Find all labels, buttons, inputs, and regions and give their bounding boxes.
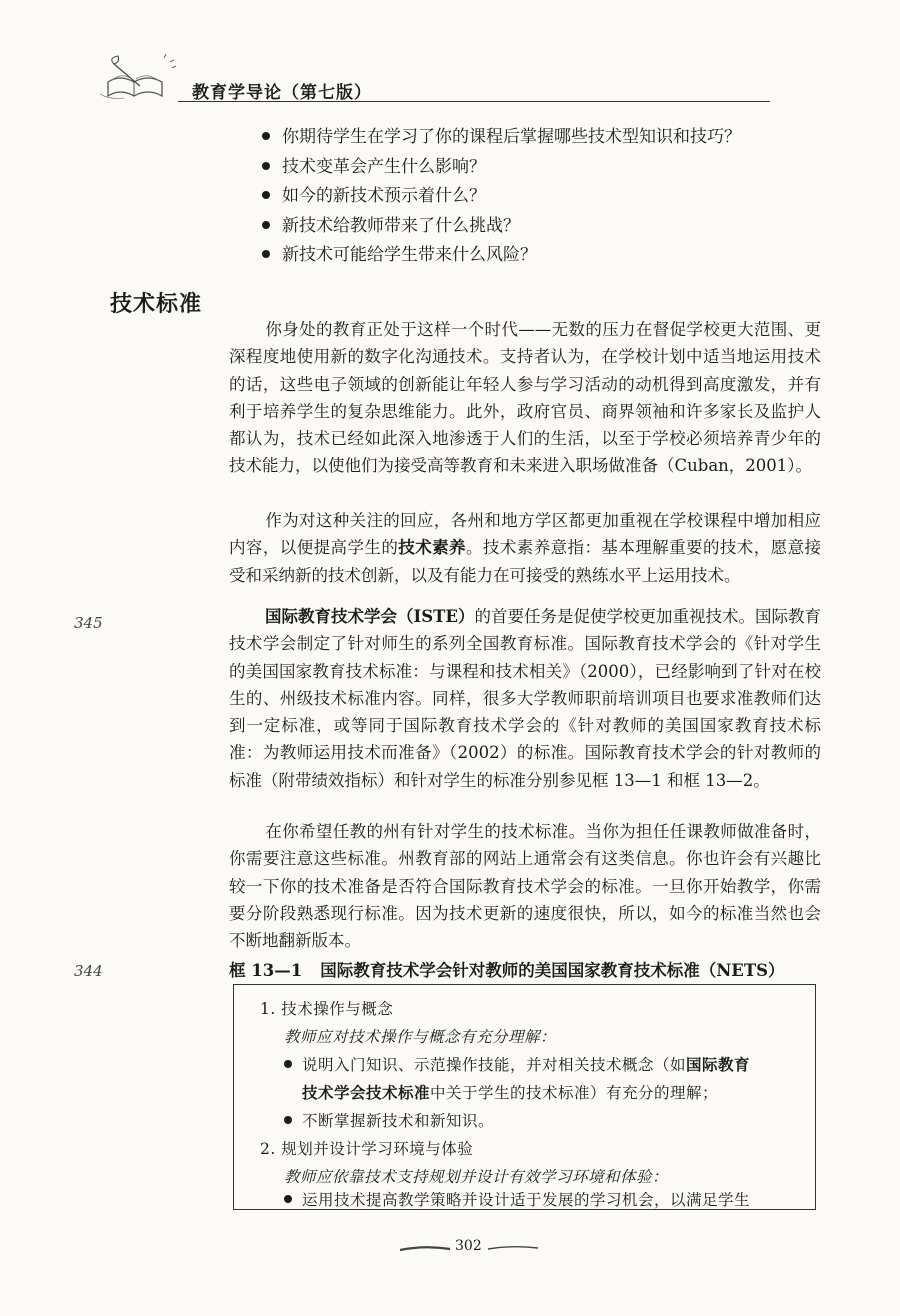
paragraph-1 (229, 316, 821, 480)
page-footer (400, 1236, 540, 1260)
bullet-icon (262, 191, 270, 199)
list-item-text: 如今的新技术预示着什么？ (282, 186, 486, 206)
box-bullet-text: 说明入门知识、示范操作技能，并对相关技术概念（如 (302, 1056, 687, 1074)
margin-page-number: 345 (74, 614, 103, 632)
list-item (262, 241, 741, 271)
bullet-icon (262, 162, 270, 170)
box-item-intro: 教师应依靠技术支持规划并设计有效学习环境和体验： (284, 1168, 669, 1186)
box-bullet-continuation (302, 1081, 718, 1103)
box-bullet-text: 中关于学生的技术标准）有充分的理解； (430, 1084, 719, 1102)
paragraph-3 (229, 603, 821, 794)
bullet-icon (262, 221, 270, 229)
header-rule (178, 101, 770, 102)
box-bullet-text: 不断掌握新技术和新知识。 (302, 1112, 495, 1130)
box-bullet-text: 运用技术提高教学策略并设计适于发展的学习机会，以满足学生 (302, 1191, 751, 1209)
bullet-icon (284, 1195, 292, 1203)
box-item-heading: 2. 规划并设计学习环境与体验 (260, 1140, 474, 1158)
box-bullet (284, 1188, 750, 1210)
standards-box (233, 984, 816, 1210)
box-bullet (284, 1109, 494, 1131)
term-technology-literacy: 技术素养 (398, 538, 466, 558)
running-header (100, 52, 760, 104)
bullet-icon (262, 132, 270, 140)
book-quill-icon (100, 52, 190, 104)
list-item (262, 212, 741, 242)
box-bullet (284, 1053, 750, 1075)
box-number: 框 13—1 (229, 961, 303, 980)
box-item-intro: 教师应对技术操作与概念有充分理解： (284, 1028, 557, 1046)
bullet-icon (284, 1060, 292, 1068)
margin-page-number: 344 (74, 962, 103, 980)
question-list (262, 123, 741, 271)
paragraph-2-text-b: 。技术素养意指：基本理解重要的技术，愿意接受和采纳新的技术创新，以及有能力在可接受的熟练水平上运用技术。 (229, 538, 822, 585)
box-caption (229, 957, 785, 981)
box-title-text: 国际教育技术学会针对教师的美国国家教育技术标准（NETS） (320, 961, 785, 980)
section-heading: 技术标准 (110, 292, 203, 317)
box-item-heading: 1. 技术操作与概念 (260, 1000, 394, 1018)
page-number: 302 (455, 1238, 482, 1254)
header-title: 教育学导论（第七版） (192, 83, 372, 103)
list-item-text: 新技术给教师带来了什么挑战？ (282, 215, 520, 236)
paragraph-2 (229, 507, 821, 589)
paragraph-1-text: 你身处的教育正处于这样一个时代——无数的压力在督促学校更大范围、更深程度地使用新的数字化沟通技术。支持者认为，在学校计划中适当地运用技术的话，这些电子领域的创新能让年轻人参与学习活动的动机得到高度激发，并有利于培养学生的复杂思维能力。此外，政府官员、商界领袖和许多家长及监护人都认为，技术已经如此深入地渗透于人们的生活，以至于学校必须培养青少年的技术能力，以使他们为接受高等教育和未来进入职场做准备（Cuban，2001）。 (229, 320, 821, 476)
list-item (262, 123, 741, 153)
term-iste: 国际教育技术学会（ISTE） (265, 607, 475, 626)
paragraph-4 (229, 818, 821, 954)
paragraph-4-text: 在你希望任教的州有针对学生的技术标准。当你为担任任课教师做准备时，你需要注意这些标准。州教育部的网站上通常会有这类信息。你也许会有兴趣比较一下你的技术准备是否符合国际教育技术学会的标准。一旦你开始教学，你需要分阶段熟悉现行标准。因为技术更新的速度很快，所以，如今的标准当然也会不断地翻新版本。 (229, 822, 821, 951)
box-bullet-bold: 国际教育 (686, 1055, 751, 1074)
bullet-icon (284, 1116, 292, 1124)
list-item (262, 182, 741, 212)
list-item-text: 新技术可能给学生带来什么风险？ (282, 245, 537, 265)
paragraph-3-text: 的首要任务是促使学校更加重视技术。国际教育技术学会制定了针对师生的系列全国教育标准。国际教育技术学会的《针对学生的美国国家教育技术标准：与课程和技术相关》（2000），已经影响到了针对在校生的、州级技术标准内容。同样，很多大学教师职前培训项目也要求准教师们达到一定标准，或等同于国际教育技术学会的《针对教师的美国国家教育技术标准：为教师运用技术而准备》（2002）的标准。国际教育技术学会的针对教师的标准（附带绩效指标）和针对学生的标准分别参见框 13—1 和框 13—2。 (229, 607, 821, 790)
list-item-text: 技术变革会产生什么影响？ (282, 156, 486, 177)
box-bullet-bold: 技术学会技术标准 (302, 1083, 431, 1102)
bullet-icon (262, 250, 270, 258)
list-item-text: 你期待学生在学习了你的课程后掌握哪些技术型知识和技巧？ (282, 127, 741, 147)
list-item (262, 153, 741, 183)
paragraph-2-text-a: 作为对这种关注的回应，各州和地方学区都更加重视在学校课程中增加相应内容，以便提高学生的 (229, 511, 821, 558)
